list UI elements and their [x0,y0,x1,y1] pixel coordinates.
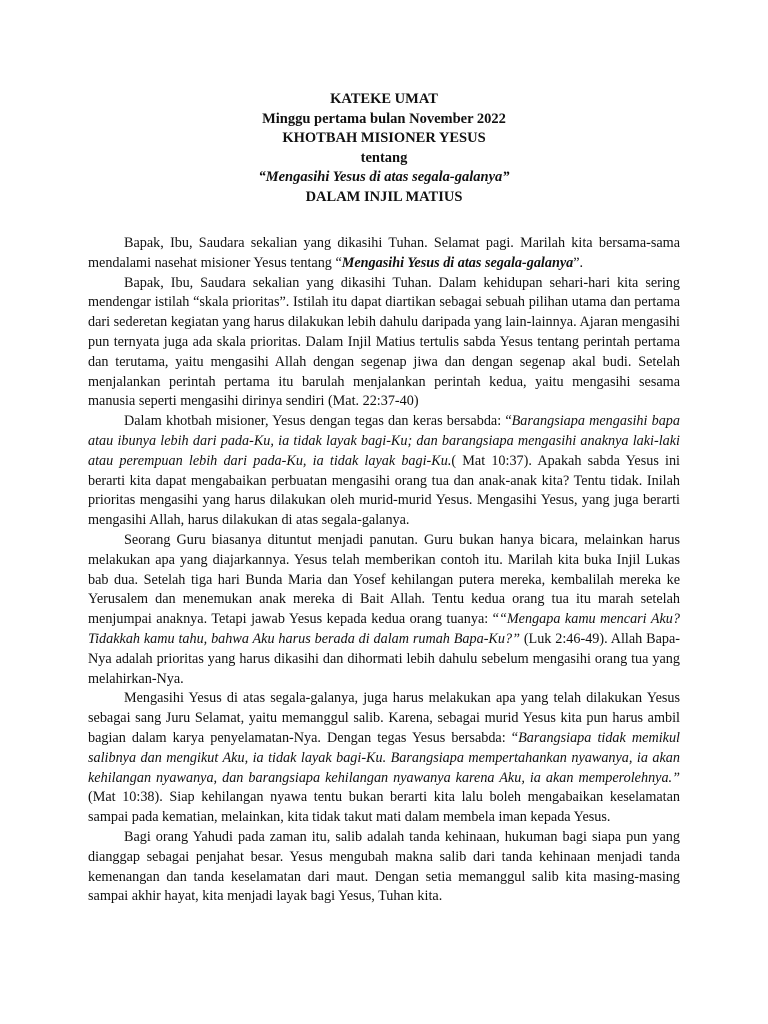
paragraph-4-end: (Luk 2:46-49). Allah Bapa-Nya adalah prioritas yang harus dikasihi dan dihormati lebih dahulu sebelum mengasihi orang tua yang melahirkan-Nya. [88,630,680,687]
header-date: Minggu pertama bulan November 2022 [262,110,506,127]
paragraph-4-text: Seorang Guru biasanya dituntut menjadi panutan. Guru bukan hanya bicara, melainkan harus melakukan apa yang diajarkannya. Yesus telah memberikan contoh itu. Marilah kita buka Injil Lukas bab dua. Setelah tiga hari Bunda Maria dan Yosef kehilangan putera mereka, kembalilah mereka ke Yerusalem dan menemukan anak mereka di Bait Allah. Tentu kedua orang tua itu marah setelah menjumpai anaknya. Tetapi jawab Yesus kepada kedua orang tuanya: “ [88,531,680,628]
paragraph-6 [88,828,680,907]
paragraph-4-quote: “Mengapa kamu mencari Aku? Tidakkah kamu tahu, bahwa Aku harus berada di dalam rumah Bapa-Ku?” [88,611,680,647]
paragraph-1-text: Bapak, Ibu, Saudara sekalian yang dikasihi Tuhan. Selamat pagi. Marilah kita bersama-sama mendalami nasehat misioner Yesus tentang “ [88,235,680,271]
paragraph-5-end: (Mat 10:38). Siap kehilangan nyawa tentu bukan berarti kita lalu boleh mengabaikan keselamatan sampai pada kematian, melainkan, kita tidak takut mati dalam membela iman kepada Yesus. [88,789,680,826]
paragraph-1-emphasis: Mengasihi Yesus di atas segala-galanya [341,254,574,271]
paragraph-1-end: ”. [573,254,584,271]
paragraph-4 [88,531,680,689]
header-title: KATEKE UMAT [330,91,438,107]
paragraph-5-text: Mengasihi Yesus di atas segala-galanya, juga harus melakukan apa yang telah dilakukan Yesus sebagai sang Juru Selamat, yaitu memanggul salib. Karena, sebagai murid Yesus kita pun harus ambil bagian dalam karya penyelamatan-Nya. Dengan tegas Yesus bersabda: “ [88,690,680,746]
paragraph-2-text: Bapak, Ibu, Saudara sekalian yang dikasihi Tuhan. Dalam kehidupan sehari-hari kita sering mendengar istilah “skala prioritas”. Istilah itu dapat diartikan sebagai sebuah pilihan utama dan pertama dari sederetan kegiatan yang harus dilakukan lebih dahulu daripada yang lain-lainnya. Ajaran mengasihi pun ternyata juga ada skala prioritas. Dalam Injil Matius tertulis sabda Yesus tentang perintah pertama dan terutama, yaitu mengasihi Allah dengan segenap jiwa dan dengan segenap akal budi. Setelah menjalankan perintah pertama itu barulah menjalankan perintah kedua, yaitu mengasihi sesama manusia seperti mengasihi dirinya sendiri (Mat. 22:37-40) [88,274,680,410]
header-connector: tentang [360,149,408,166]
paragraph-5-quote: Barangsiapa tidak memikul salibnya dan mengikut Aku, ia tidak layak bagi-Ku. Barangsiapa mempertahankan nyawanya, ia akan kehilangan nyawanya, dan barangsiapa kehilangan nyawanya karena Aku, ia akan memperolehnya.” [88,729,680,786]
paragraph-3-text: Dalam khotbah misioner, Yesus dengan tegas dan keras bersabda: “ [124,413,512,430]
document-header [88,90,680,207]
paragraph-5 [88,689,680,828]
paragraph-2 [88,274,680,413]
paragraph-3 [88,412,680,531]
paragraph-3-end: ( Mat 10:37). Apakah sabda Yesus ini berarti kita dapat mengabaikan perbuatan mengasihi orang tua dan anak-anak kita? Tentu tidak. Inilah prioritas mengasihi yang harus dilakukan oleh murid-murid Yesus. Mengasihi Yesus, yang juga berarti mengasihi Allah, harus dilakukan di atas segala-galanya. [88,452,680,529]
paragraph-3-quote: Barangsiapa mengasihi bapa atau ibunya lebih dari pada-Ku, ia tidak layak bagi-Ku; dan barangsiapa mengasihi anaknya laki-laki atau perempuan lebih dari pada-Ku, ia tidak layak bagi-Ku. [88,413,680,469]
header-theme: “Mengasihi Yesus di atas segala-galanya” [258,169,510,185]
header-source: DALAM INJIL MATIUS [305,188,463,205]
document-body [88,234,680,907]
header-subtitle: KHOTBAH MISIONER YESUS [282,130,486,146]
paragraph-1 [88,234,680,274]
paragraph-6-text: Bagi orang Yahudi pada zaman itu, salib adalah tanda kehinaan, hukuman bagi siapa pun yang dianggap sebagai penjahat besar. Yesus mengubah makna salib dari tanda kehinaan menjadi tanda kemenangan dan tanda keselamatan dari maut. Dengan setia memanggul salib kita masing-masing sampai akhir hayat, kita menjadi layak bagi Yesus, Tuhan kita. [88,828,680,905]
document-page [88,90,680,907]
